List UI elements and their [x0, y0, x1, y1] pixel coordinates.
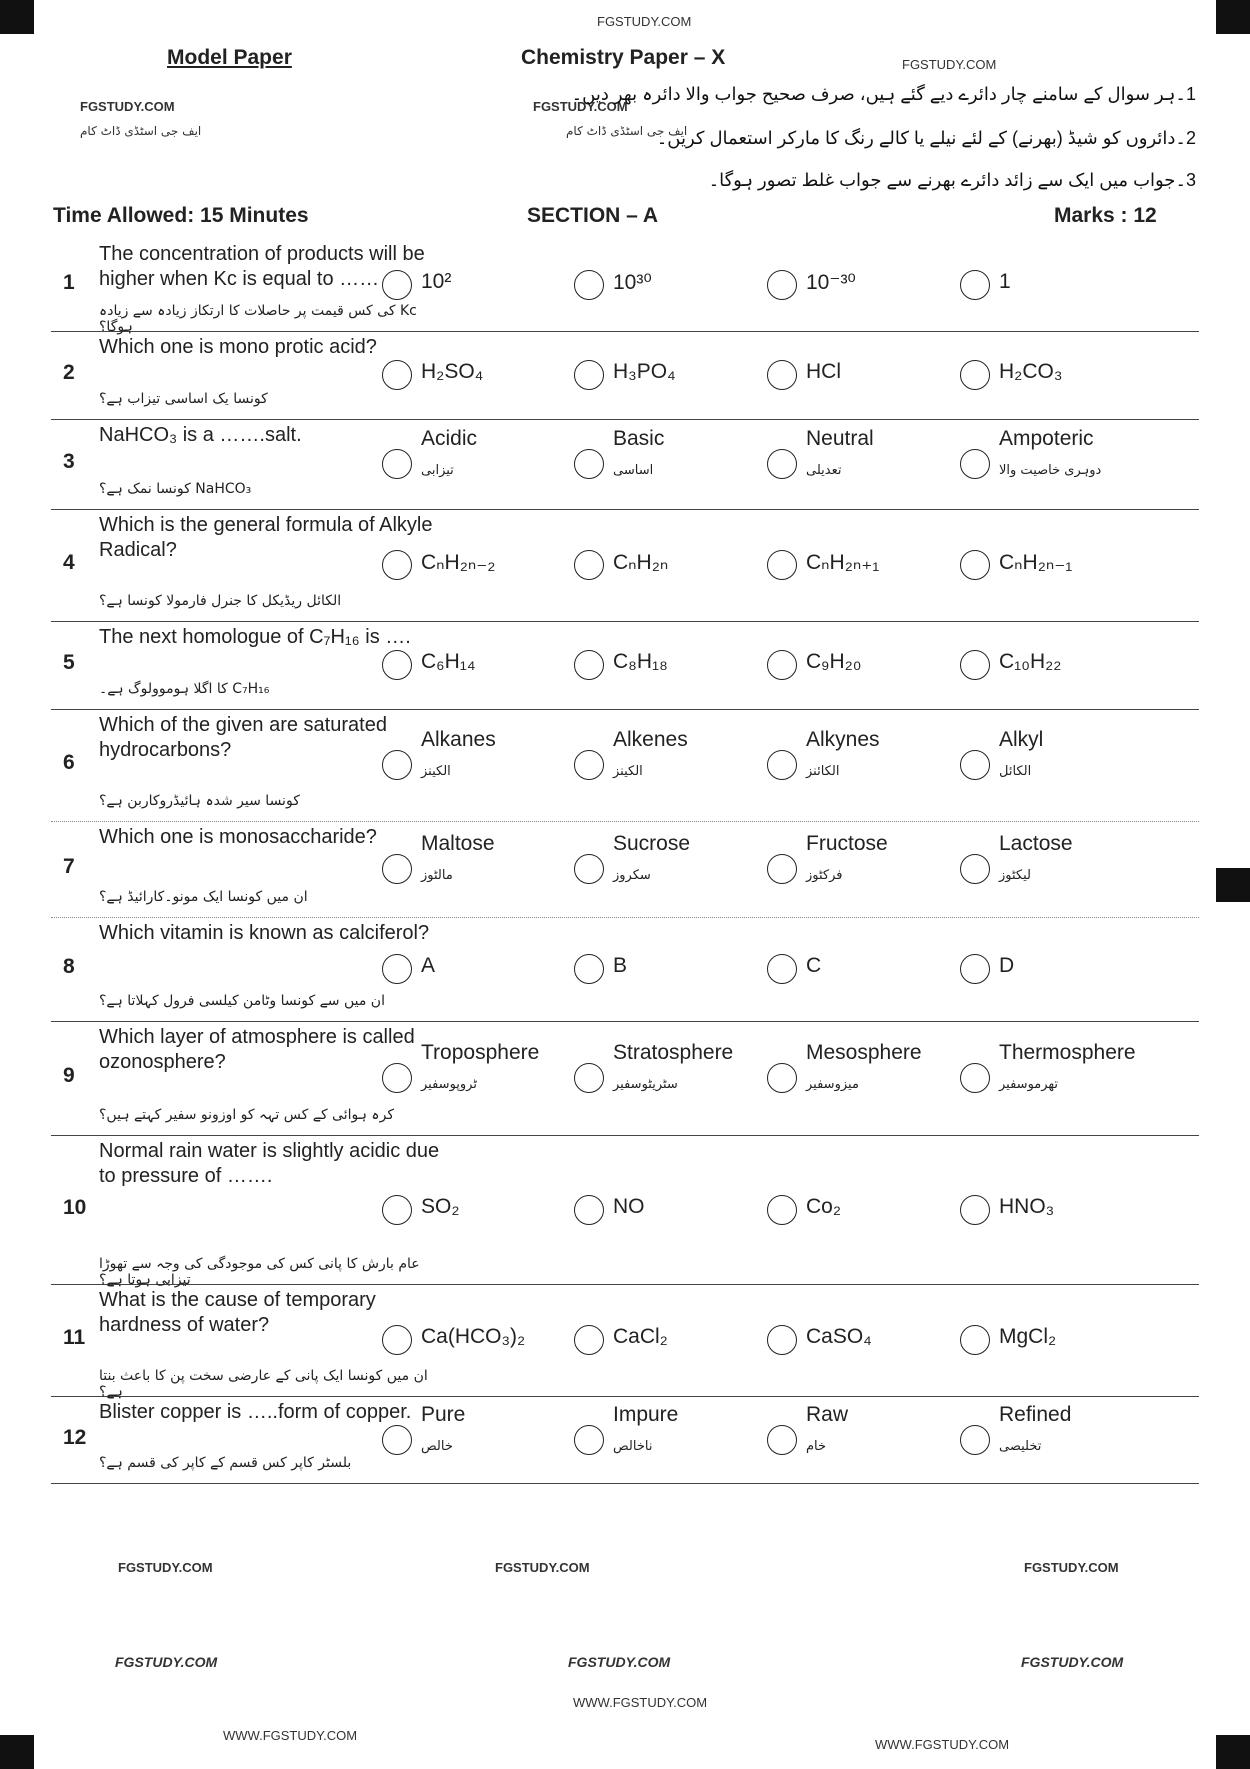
answer-bubble[interactable]	[767, 854, 797, 884]
question-number: 4	[63, 551, 75, 574]
footer-watermark-5: FGSTUDY.COM	[568, 1654, 671, 1670]
question-text-urdu: کونسا سیر شدہ ہائیڈروکاربن ہے؟	[99, 793, 300, 809]
option-label-urdu: الکائل	[999, 764, 1032, 779]
option-c[interactable]	[767, 630, 957, 700]
question-text-urdu: ان میں سے کونسا وٹامن کیلسی فرول کہلاتا ہے؟	[99, 993, 385, 1009]
option-d[interactable]	[960, 1402, 1150, 1475]
option-label: Impure	[613, 1402, 679, 1426]
option-d[interactable]	[960, 730, 1150, 800]
question-row	[51, 419, 1199, 510]
answer-bubble[interactable]	[382, 360, 412, 390]
option-label: 10³⁰	[613, 270, 652, 294]
answer-bubble[interactable]	[767, 360, 797, 390]
question-row	[51, 1284, 1199, 1400]
answer-bubble[interactable]	[574, 449, 604, 479]
option-a[interactable]	[382, 1402, 572, 1475]
question-row	[51, 509, 1199, 622]
answer-bubble[interactable]	[960, 550, 990, 580]
question-text: Which is the general formula of Alkyle Radical?	[99, 514, 433, 561]
question-number: 8	[63, 955, 75, 978]
question-text: Blister copper is …..form of copper.	[99, 1401, 412, 1423]
subject-title: Chemistry Paper – X	[521, 46, 726, 69]
option-label: H₂SO₄	[421, 360, 484, 383]
option-b[interactable]	[574, 834, 764, 904]
option-c[interactable]	[767, 834, 957, 904]
question-text: What is the cause of temporary hardness of water?	[99, 1289, 376, 1336]
option-c[interactable]	[767, 1305, 957, 1375]
question-text-urdu: Kc کی کس قیمت پر حاصلات کا ارتکاز زیادہ سے زیادہ ہوگا؟	[99, 303, 417, 335]
question-number: 7	[63, 855, 75, 878]
answer-bubble[interactable]	[574, 954, 604, 984]
option-b[interactable]	[574, 1175, 764, 1245]
question-number: 2	[63, 361, 75, 384]
center-watermark-urdu: ایف جی اسٹڈی ڈاٹ کام	[566, 124, 688, 138]
option-d[interactable]	[960, 934, 1150, 1004]
option-b[interactable]	[574, 730, 764, 800]
option-b[interactable]	[574, 340, 764, 410]
option-d[interactable]	[960, 834, 1150, 904]
question-text-urdu: ان میں کونسا ایک پانی کے عارضی سخت پن کا باعث بنتا ہے؟	[99, 1368, 428, 1400]
registration-mark-bottom-right	[1216, 1735, 1250, 1769]
option-label: Ca(HCO₃)₂	[421, 1325, 526, 1348]
footer-url-center: WWW.FGSTUDY.COM	[573, 1695, 708, 1710]
option-label: CₙH₂ₙ₋₁	[999, 551, 1073, 574]
question-number: 10	[63, 1195, 87, 1219]
option-label-urdu: سٹریٹوسفیر	[613, 1077, 678, 1092]
option-b[interactable]	[574, 1043, 764, 1113]
option-label-urdu: اساسی	[613, 463, 654, 478]
answer-bubble[interactable]	[382, 854, 412, 884]
option-label-urdu: دوہری خاصیت والا	[999, 463, 1102, 478]
question-number: 1	[63, 270, 75, 294]
answer-bubble[interactable]	[574, 1195, 604, 1225]
option-label: Alkenes	[613, 728, 688, 751]
option-c[interactable]	[767, 530, 957, 600]
answer-bubble[interactable]	[960, 1195, 990, 1225]
option-label: NO	[613, 1194, 645, 1218]
option-label: Neutral	[806, 427, 874, 450]
answer-bubble[interactable]	[382, 449, 412, 479]
option-label: H₂CO₃	[999, 360, 1063, 383]
option-label-urdu: خالص	[421, 1438, 453, 1454]
instruction-2: 2۔دائروں کو شیڈ (بھرنے) کے لئے نیلے یا کالے رنگ کا مارکر استعمال کریں۔	[656, 128, 1196, 148]
footer-url-right: WWW.FGSTUDY.COM	[875, 1737, 1010, 1752]
option-a[interactable]	[382, 429, 572, 499]
option-label: Troposphere	[421, 1041, 540, 1064]
option-label: B	[613, 954, 628, 977]
option-label: C	[806, 954, 822, 977]
answer-bubble[interactable]	[382, 1325, 412, 1355]
question-text: NaHCO₃ is a …….salt.	[99, 424, 302, 446]
question-row	[51, 821, 1199, 918]
option-label: HNO₃	[999, 1194, 1055, 1218]
option-c[interactable]	[767, 934, 957, 1004]
question-row	[51, 1135, 1199, 1288]
option-label: CₙH₂ₙ₋₂	[421, 551, 496, 574]
answer-bubble[interactable]	[574, 1325, 604, 1355]
option-b[interactable]	[574, 250, 764, 320]
answer-bubble[interactable]	[960, 954, 990, 984]
question-text: The next homologue of C₇H₁₆ is ….	[99, 626, 411, 648]
option-b[interactable]	[574, 429, 764, 499]
answer-bubble[interactable]	[574, 854, 604, 884]
left-watermark: FGSTUDY.COM	[80, 99, 175, 114]
left-watermark-urdu: ایف جی اسٹڈی ڈاٹ کام	[80, 124, 202, 138]
question-number: 3	[63, 450, 75, 473]
footer-watermark-6: FGSTUDY.COM	[1021, 1654, 1124, 1670]
question-text-urdu: NaHCO₃ کونسا نمک ہے؟	[99, 481, 252, 497]
option-label: Pure	[421, 1402, 466, 1426]
instruction-1: 1۔ہر سوال کے سامنے چار دائرے دیے گئے ہیں، صرف صحیح جواب والا دائرہ بھر دیں۔	[571, 84, 1196, 104]
option-label: Maltose	[421, 832, 495, 855]
option-label-urdu: ناخالص	[613, 1438, 653, 1454]
option-label: C₁₀H₂₂	[999, 650, 1062, 673]
option-a[interactable]	[382, 1043, 572, 1113]
footer-watermark-3: FGSTUDY.COM	[1024, 1560, 1119, 1575]
option-label: Raw	[806, 1402, 849, 1426]
question-text: Which of the given are saturated hydrocarbons?	[99, 714, 387, 761]
answer-bubble[interactable]	[767, 449, 797, 479]
option-label: Stratosphere	[613, 1041, 734, 1064]
option-c[interactable]	[767, 250, 957, 320]
time-allowed: Time Allowed: 15 Minutes	[53, 204, 309, 227]
question-text-urdu: کرہ ہوائی کے کس تہہ کو اوزونو سفیر کہتے ہیں؟	[99, 1107, 394, 1123]
option-a[interactable]	[382, 250, 572, 320]
question-row	[51, 331, 1199, 420]
answer-bubble[interactable]	[574, 1063, 604, 1093]
answer-bubble[interactable]	[574, 270, 604, 300]
question-number: 9	[63, 1064, 75, 1087]
question-row	[51, 621, 1199, 710]
option-a[interactable]	[382, 1305, 572, 1375]
answer-bubble[interactable]	[767, 750, 797, 780]
option-label: Alkyl	[999, 728, 1044, 751]
answer-bubble[interactable]	[574, 360, 604, 390]
question-text-urdu: الکائل ریڈیکل کا جنرل فارمولا کونسا ہے؟	[99, 593, 342, 609]
option-label-urdu: سکروز	[613, 868, 651, 883]
option-label: A	[421, 954, 436, 977]
option-d[interactable]	[960, 630, 1150, 700]
answer-bubble[interactable]	[960, 650, 990, 680]
footer-watermark-2: FGSTUDY.COM	[495, 1560, 590, 1575]
answer-bubble[interactable]	[382, 1195, 412, 1225]
option-label: Alkanes	[421, 728, 496, 751]
option-label: Acidic	[421, 427, 478, 450]
answer-bubble[interactable]	[382, 550, 412, 580]
option-d[interactable]	[960, 340, 1150, 410]
option-label: C₈H₁₈	[613, 650, 668, 673]
answer-bubble[interactable]	[574, 650, 604, 680]
answer-bubble[interactable]	[960, 360, 990, 390]
option-label: C₆H₁₄	[421, 650, 476, 673]
option-label: Sucrose	[613, 832, 691, 855]
option-d[interactable]	[960, 1305, 1150, 1375]
answer-bubble[interactable]	[960, 1063, 990, 1093]
option-label: MgCl₂	[999, 1325, 1057, 1348]
question-text: Which layer of atmosphere is called ozonosphere?	[99, 1026, 415, 1073]
question-text: Which vitamin is known as calciferol?	[99, 922, 430, 944]
option-label: H₃PO₄	[613, 360, 676, 383]
option-a[interactable]	[382, 934, 572, 1004]
answer-bubble[interactable]	[960, 854, 990, 884]
option-label: CₙH₂ₙ	[613, 551, 669, 574]
option-label-urdu: تخلیصی	[999, 1438, 1042, 1454]
answer-bubble[interactable]	[767, 550, 797, 580]
answer-bubble[interactable]	[767, 1325, 797, 1355]
option-a[interactable]	[382, 730, 572, 800]
option-label-urdu: الکینز	[421, 764, 451, 779]
registration-mark-top-left	[0, 0, 34, 34]
question-row	[51, 1396, 1199, 1484]
registration-mark-top-right	[1216, 0, 1250, 34]
header-watermark: FGSTUDY.COM	[597, 14, 692, 29]
answer-bubble[interactable]	[767, 1063, 797, 1093]
option-label: Basic	[613, 427, 665, 450]
answer-bubble[interactable]	[767, 650, 797, 680]
option-label: CaCl₂	[613, 1325, 668, 1348]
option-c[interactable]	[767, 1043, 957, 1113]
question-text: The concentration of products will be higher when Kc is equal to ……	[99, 243, 425, 290]
option-label-urdu: مالٹوز	[421, 868, 453, 883]
option-label: HCl	[806, 360, 841, 383]
answer-bubble[interactable]	[960, 750, 990, 780]
option-label: CaSO₄	[806, 1325, 872, 1348]
option-label-urdu: فرکٹوز	[806, 868, 843, 883]
question-text-urdu: بلسٹر کاپر کس قسم کے کاپر کی قسم ہے؟	[99, 1455, 352, 1471]
option-d[interactable]	[960, 1043, 1150, 1113]
registration-mark-middle-right	[1216, 868, 1250, 902]
option-label: Alkynes	[806, 728, 880, 751]
option-b[interactable]	[574, 1305, 764, 1375]
answer-bubble[interactable]	[767, 1425, 797, 1455]
option-label: D	[999, 954, 1015, 977]
answer-bubble[interactable]	[767, 1195, 797, 1225]
answer-bubble[interactable]	[960, 270, 990, 300]
question-number: 6	[63, 751, 75, 774]
model-paper-title: Model Paper	[167, 46, 292, 69]
option-label: Fructose	[806, 832, 888, 855]
question-number: 12	[63, 1425, 87, 1449]
right-watermark: FGSTUDY.COM	[902, 57, 997, 72]
option-d[interactable]	[960, 530, 1150, 600]
option-a[interactable]	[382, 630, 572, 700]
question-number: 11	[63, 1326, 86, 1349]
option-d[interactable]	[960, 429, 1150, 499]
option-label-urdu: تھرموسفیر	[999, 1077, 1059, 1092]
option-label-urdu: تعدیلی	[806, 463, 842, 478]
answer-bubble[interactable]	[767, 270, 797, 300]
answer-bubble[interactable]	[382, 1425, 412, 1455]
marks-label: Marks : 12	[1054, 204, 1157, 227]
answer-bubble[interactable]	[574, 1425, 604, 1455]
option-a[interactable]	[382, 340, 572, 410]
question-row	[51, 1021, 1199, 1136]
footer-url-left: WWW.FGSTUDY.COM	[223, 1728, 358, 1743]
option-label: 10⁻³⁰	[806, 270, 856, 294]
option-label: C₉H₂₀	[806, 650, 862, 673]
option-b[interactable]	[574, 630, 764, 700]
question-text-urdu: عام بارش کا پانی کس کی موجودگی کی وجہ سے تھوڑا تیزابی ہوتا ہے؟	[99, 1256, 420, 1288]
option-label-urdu: خام	[806, 1438, 827, 1454]
answer-bubble[interactable]	[574, 550, 604, 580]
option-label: Thermosphere	[999, 1041, 1136, 1064]
option-c[interactable]	[767, 1175, 957, 1245]
option-label: 1	[999, 269, 1011, 293]
option-label-urdu: الکائنز	[806, 764, 840, 779]
option-c[interactable]	[767, 1402, 957, 1475]
section-label: SECTION – A	[527, 204, 659, 227]
answer-bubble[interactable]	[382, 954, 412, 984]
registration-mark-bottom-left	[0, 1735, 34, 1769]
option-label-urdu: الکینز	[613, 764, 643, 779]
question-text-urdu: کونسا یک اساسی تیزاب ہے؟	[99, 391, 268, 407]
option-label: 10²	[421, 269, 452, 293]
option-c[interactable]	[767, 429, 957, 499]
answer-bubble[interactable]	[767, 954, 797, 984]
question-row	[51, 238, 1199, 335]
option-label: SO₂	[421, 1194, 460, 1218]
option-label: Lactose	[999, 832, 1073, 855]
option-label-urdu: میزوسفیر	[806, 1077, 859, 1092]
answer-bubble[interactable]	[382, 270, 412, 300]
answer-bubble[interactable]	[960, 1425, 990, 1455]
question-text-urdu: C₇H₁₆ کا اگلا ہوموولوگ ہے۔	[99, 681, 270, 697]
option-c[interactable]	[767, 340, 957, 410]
question-row	[51, 709, 1199, 822]
answer-bubble[interactable]	[382, 650, 412, 680]
option-label-urdu: تیزابی	[421, 463, 454, 478]
answer-bubble[interactable]	[574, 750, 604, 780]
option-label: CₙH₂ₙ₊₁	[806, 551, 880, 574]
footer-watermark-4: FGSTUDY.COM	[115, 1654, 218, 1670]
question-row	[51, 917, 1199, 1022]
option-label: Co₂	[806, 1194, 841, 1218]
question-text-urdu: ان میں کونسا ایک مونو۔کارائیڈ ہے؟	[99, 889, 308, 905]
option-b[interactable]	[574, 1402, 764, 1475]
instruction-3: 3۔جواب میں ایک سے زائد دائرے بھرنے سے جواب غلط تصور ہوگا۔	[708, 170, 1196, 190]
footer-watermark-1: FGSTUDY.COM	[118, 1560, 213, 1575]
option-d[interactable]	[960, 1175, 1150, 1245]
center-watermark: FGSTUDY.COM	[533, 99, 628, 114]
option-label: Ampoteric	[999, 427, 1094, 450]
option-c[interactable]	[767, 730, 957, 800]
option-d[interactable]	[960, 250, 1150, 320]
option-a[interactable]	[382, 1175, 572, 1245]
question-text: Normal rain water is slightly acidic due to pressure of …….	[99, 1140, 440, 1187]
answer-bubble[interactable]	[382, 1063, 412, 1093]
answer-bubble[interactable]	[960, 449, 990, 479]
option-a[interactable]	[382, 530, 572, 600]
option-label-urdu: لیکٹوز	[999, 868, 1031, 883]
option-label: Mesosphere	[806, 1041, 922, 1064]
question-text: Which one is monosaccharide?	[99, 826, 377, 848]
answer-bubble[interactable]	[960, 1325, 990, 1355]
option-label-urdu: ٹروپوسفیر	[421, 1077, 477, 1092]
answer-bubble[interactable]	[382, 750, 412, 780]
option-b[interactable]	[574, 530, 764, 600]
option-b[interactable]	[574, 934, 764, 1004]
question-text: Which one is mono protic acid?	[99, 336, 377, 358]
question-number: 5	[63, 651, 75, 674]
option-a[interactable]	[382, 834, 572, 904]
option-label: Refined	[999, 1402, 1072, 1426]
